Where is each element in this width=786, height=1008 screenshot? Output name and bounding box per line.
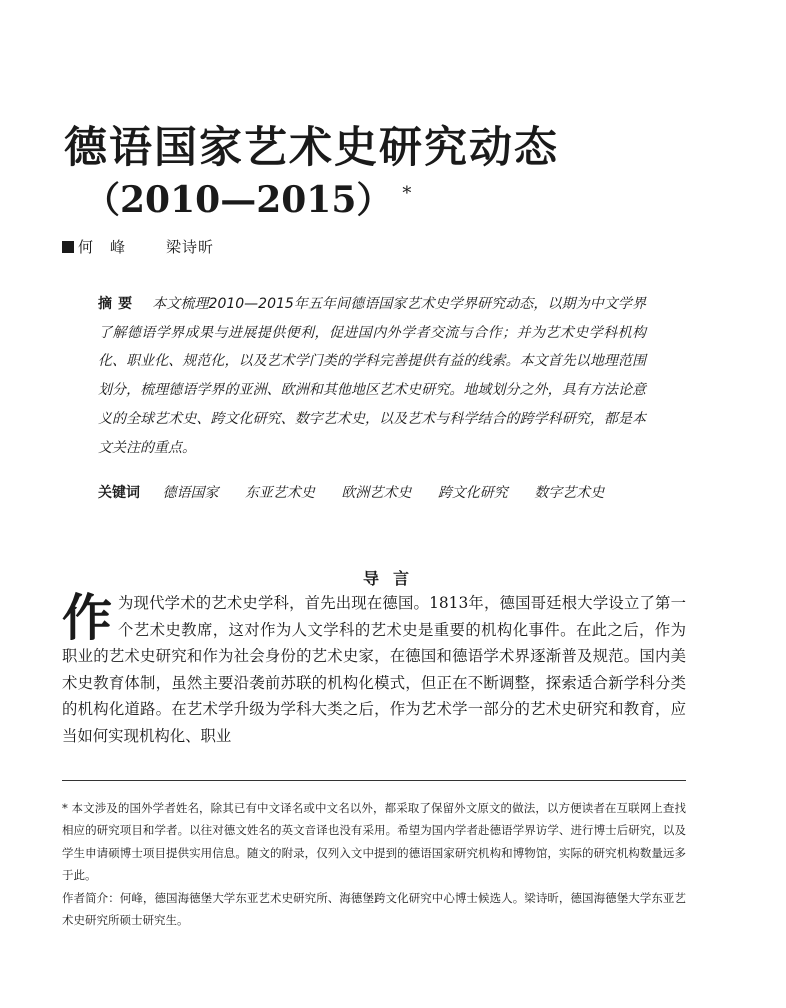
author-name-1: 何 峰 bbox=[78, 238, 127, 256]
keyword: 数字艺术史 bbox=[534, 485, 605, 501]
body-text: 为现代学术的艺术史学科，首先出现在德国。1813年，德国哥廷根大学设立了第一个艺术史教席，这对作为人文学科的艺术史是重要的机构化事件。在此之后，作为职业的艺术史研究和作为社会身份的艺术史家，在德国和德语学术界逐渐普及规范。国内美术史教育体制，虽然主要沿袭前苏联的机构化模式，但正在不断调整，探索适合新学科分类的机构化道路。在艺术学升级为学科大类之后，作为艺术学一部分的艺术史研究和教育，应当如何实现机构化、职业 bbox=[62, 594, 686, 745]
article-subtitle bbox=[84, 172, 411, 223]
footnote-text: * 本文涉及的国外学者姓名，除其已有中文译名或中文名以外，都采取了保留外文原文的做法，以方便读者在互联网上查找相应的研究项目和学者。以往对德文姓名的英文音译也没有采用。希望为国内学者赴德语学界访学、进行博士后研究，以及学生申请硕博士项目提供实用信息。随文的附录，仅列入文中提到的德语国家研究机构和博物馆，实际的研究机构数量远多于此。 bbox=[62, 801, 686, 883]
author-name-2: 梁诗昕 bbox=[166, 238, 215, 256]
keyword: 欧洲艺术史 bbox=[341, 485, 412, 501]
section-heading: 导言 bbox=[362, 569, 423, 588]
abstract bbox=[98, 290, 646, 462]
abstract-text: 本文梳理2010—2015年五年间德语国家艺术史学界研究动态，以期为中文学界了解德语学界成果与进展提供便利，促进国内外学者交流与合作；并为艺术史学科机构化、职业化、规范化，以及艺术学门类的学科完善提供有益的线索。本文首先以地理范围划分，梳理德语学界的亚洲、欧洲和其他地区艺术史研究。地域划分之外，具有方法论意义的全球艺术史、跨文化研究、数字艺术史，以及艺术与科学结合的跨学科研究，都是本文关注的重点。 bbox=[98, 296, 647, 456]
author-line bbox=[62, 236, 214, 257]
subtitle-years: （2010—2015） bbox=[84, 179, 393, 221]
keyword: 德语国家 bbox=[162, 485, 219, 501]
footnote-divider bbox=[62, 780, 686, 781]
footnotes bbox=[62, 797, 686, 931]
body-paragraph bbox=[62, 590, 686, 749]
article-title: 德语国家艺术史研究动态 bbox=[64, 123, 559, 173]
keyword: 跨文化研究 bbox=[437, 485, 508, 501]
keyword: 东亚艺术史 bbox=[244, 485, 315, 501]
keywords-label: 关键词 bbox=[98, 485, 140, 501]
author-bio: 作者简介：何峰，德国海德堡大学东亚艺术史研究所、海德堡跨文化研究中心博士候选人。梁诗昕，德国海德堡大学东亚艺术史研究所硕士研究生。 bbox=[62, 890, 686, 928]
square-bullet-icon bbox=[62, 241, 74, 253]
abstract-label: 摘要 bbox=[98, 296, 139, 312]
footnote-mark: * bbox=[402, 183, 412, 204]
drop-cap: 作 bbox=[62, 589, 112, 647]
keywords-line bbox=[98, 482, 658, 502]
